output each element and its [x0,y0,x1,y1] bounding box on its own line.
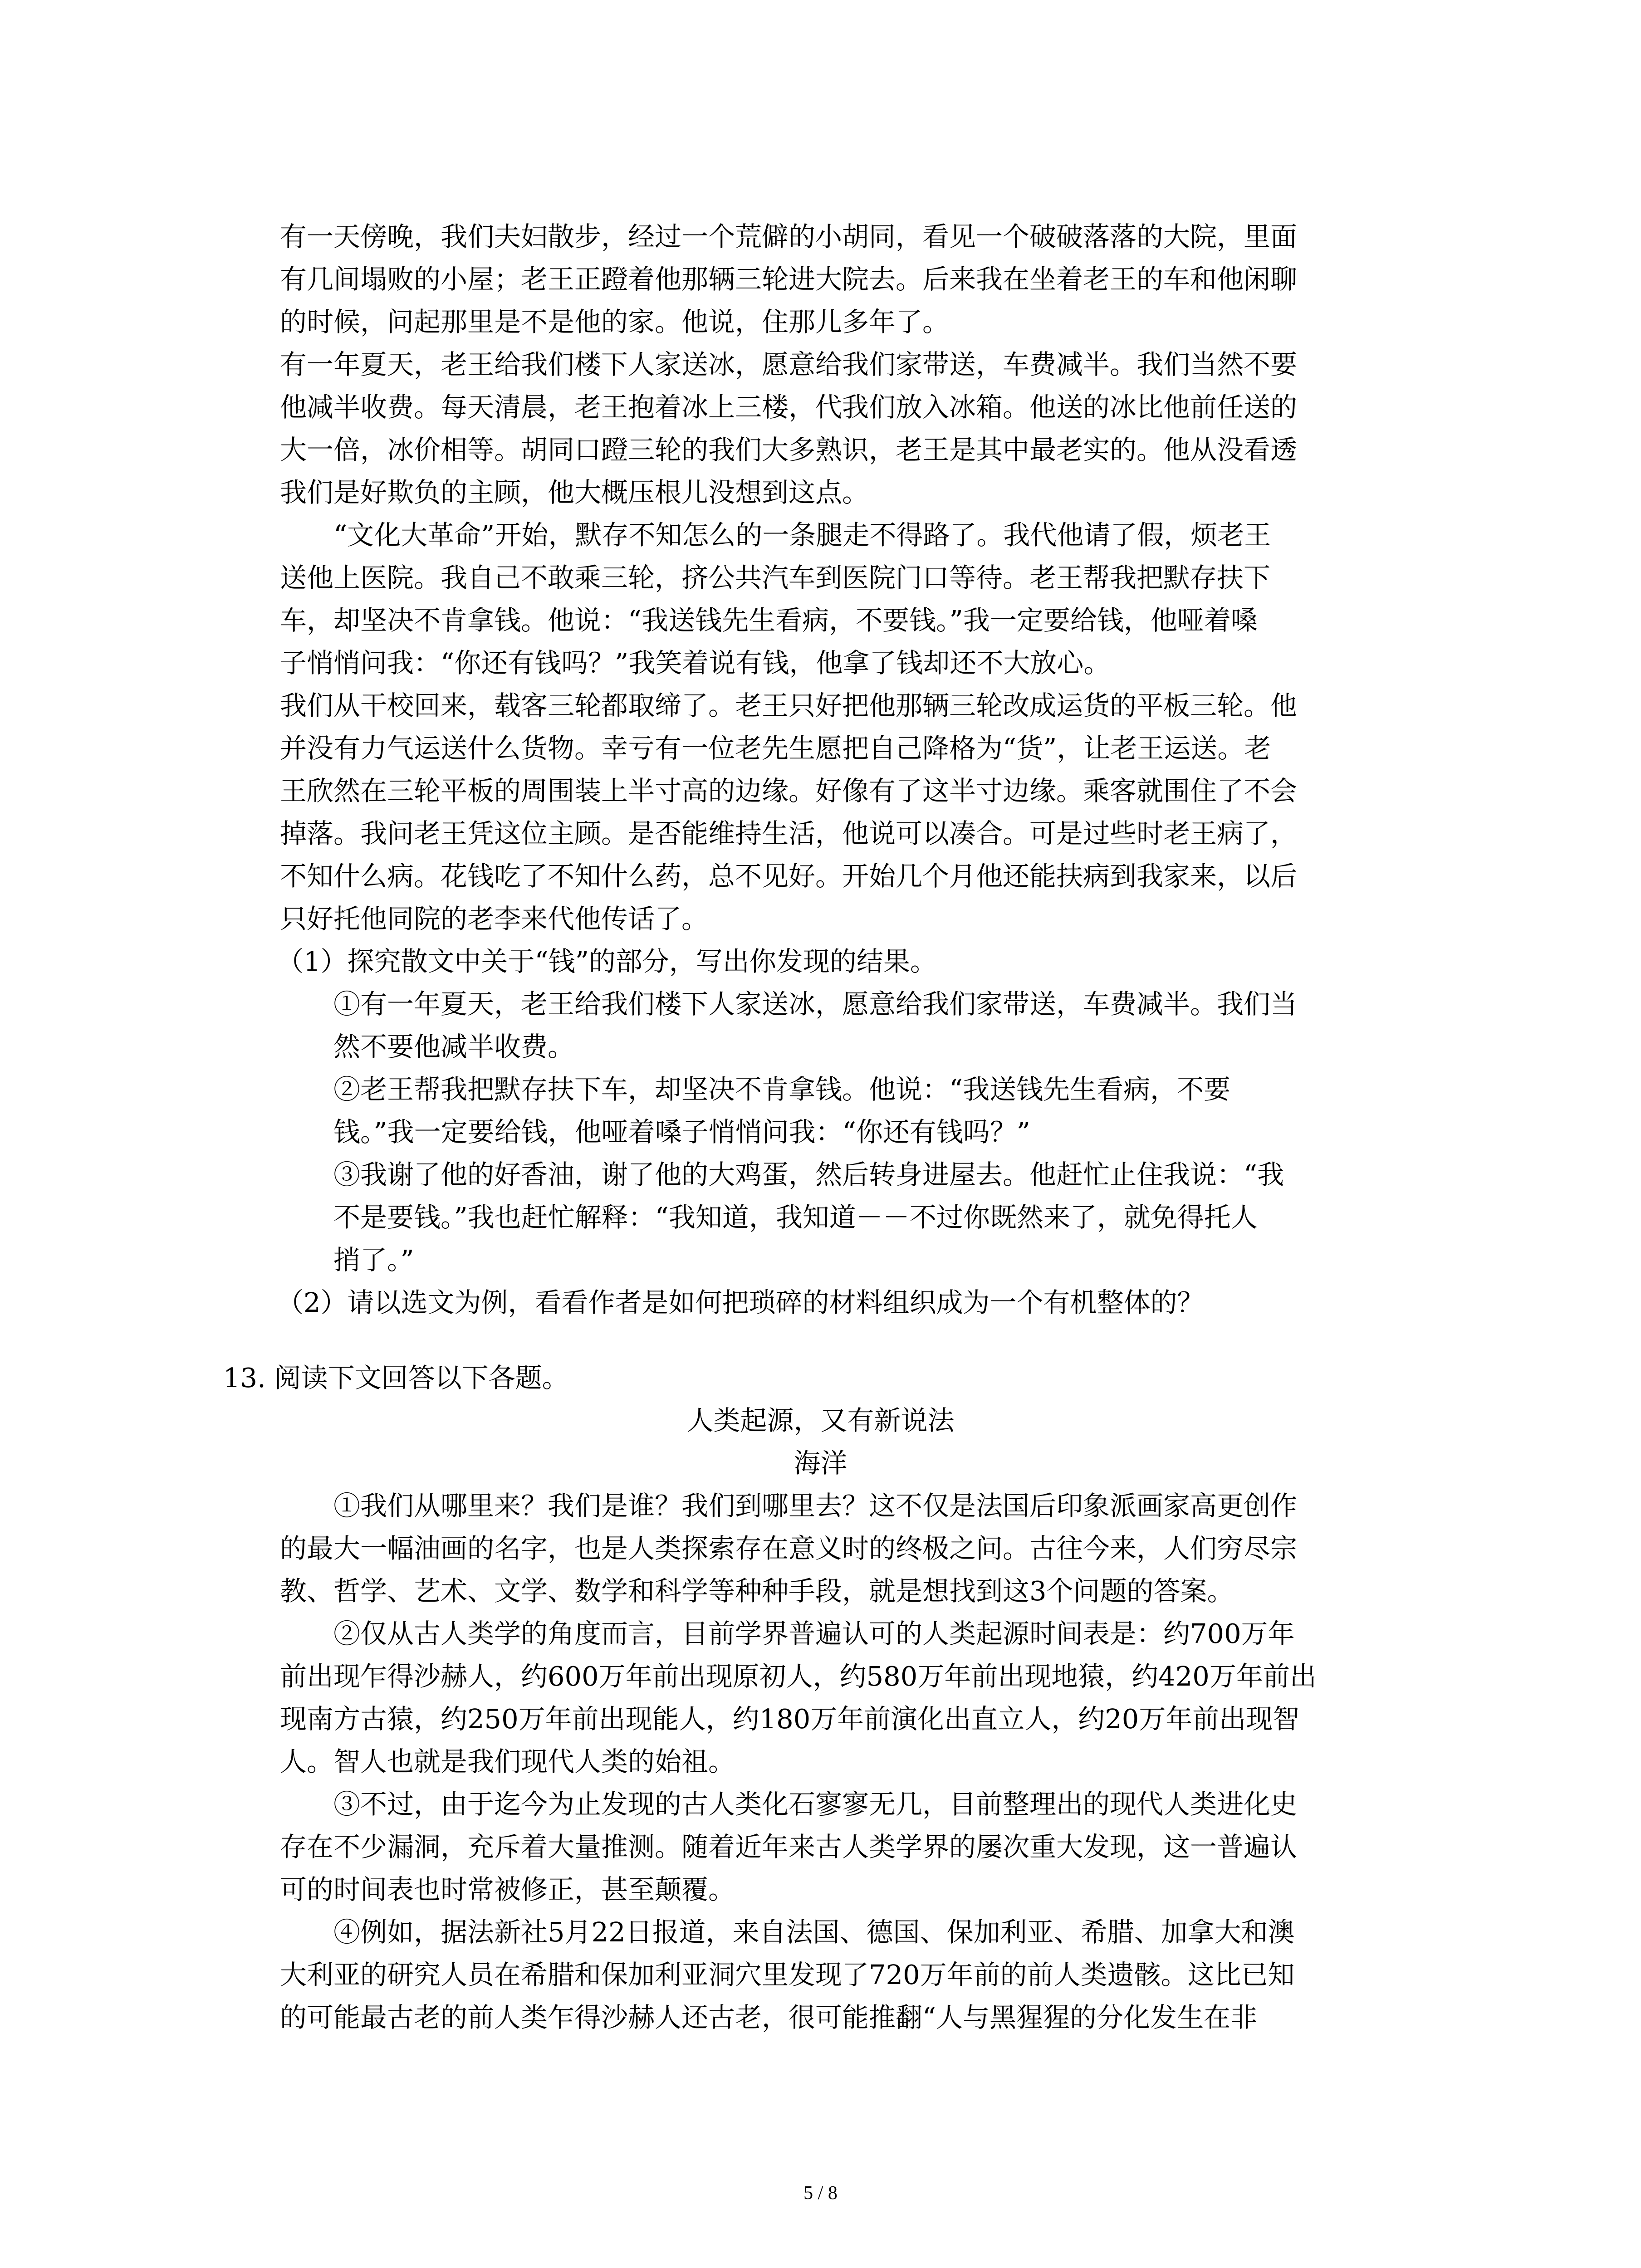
passage-line: 有一天傍晚，我们夫妇散步，经过一个荒僻的小胡同，看见一个破破落落的大院，里面 [280,221,1298,252]
article-line: ④例如，据法新社5月22日报道，来自法国、德国、保加利亚、希腊、加拿大和澳 [333,1916,1295,1948]
passage-line: 子悄悄问我：“你还有钱吗？”我笑着说有钱，他拿了钱却还不大放心。 [280,647,1111,679]
passage-line: 的时候，问起那里是不是他的家。他说，住那儿多年了。 [280,306,950,337]
article-line: ③不过，由于迄今为止发现的古人类化石寥寥无几，目前整理出的现代人类进化史 [333,1789,1298,1820]
passage-line: 有几间塌败的小屋；老王正蹬着他那辆三轮进大院去。后来我在坐着老王的车和他闲聊 [280,264,1298,295]
article-line: 现南方古猿，约250万年前出现能人，约180万年前演化出直立人，约20万年前出现智 [280,1703,1300,1735]
article-line: ②仅从古人类学的角度而言，目前学界普遍认可的人类起源时间表是：约700万年 [333,1618,1295,1649]
question-1-prompt: （1）探究散文中关于“钱”的部分，写出你发现的结果。 [277,946,937,977]
passage-line: 并没有力气运送什么货物。幸亏有一位老先生愿把自己降格为“货”，让老王运送。老 [280,733,1271,764]
article-line: 人。智人也就是我们现代人类的始祖。 [280,1746,735,1777]
article-line: ①我们从哪里来？我们是谁？我们到哪里去？这不仅是法国后印象派画家高更创作 [333,1490,1298,1521]
passage-line: 车，却坚决不肯拿钱。他说：“我送钱先生看病，不要钱。”我一定要给钱，他哑着嗓 [280,605,1258,636]
answer-item-2: ②老王帮我把默存扶下车，却坚决不肯拿钱。他说：“我送钱先生看病，不要 [333,1074,1231,1105]
passage-line: 王欣然在三轮平板的周围装上半寸高的边缘。好像有了这半寸边缘。乘客就围住了不会 [280,775,1298,807]
article-line: 大利亚的研究人员在希腊和保加利亚洞穴里发现了720万年前的前人类遗骸。这比已知 [280,1959,1295,1990]
passage-line: 只好托他同院的老李来代他传话了。 [280,903,709,934]
passage-line: 大一倍，冰价相等。胡同口蹬三轮的我们大多熟识，老王是其中最老实的。他从没看透 [280,434,1298,465]
answer-item-3: ③我谢了他的好香油，谢了他的大鸡蛋，然后转身进屋去。他赶忙止住我说：“我 [333,1159,1284,1190]
answer-item-1: ①有一年夏天，老王给我们楼下人家送冰，愿意给我们家带送，车费减半。我们当 [333,988,1298,1020]
passage-line: 我们从干校回来，载客三轮都取缔了。老王只好把他那辆三轮改成运货的平板三轮。他 [280,690,1298,721]
passage-line: 掉落。我问老王凭这位主顾。是否能维持生活，他说可以凑合。可是过些时老王病了， [280,818,1298,849]
question-13-heading: 13. 阅读下文回答以下各题。 [223,1362,569,1393]
article-title: 人类起源，又有新说法 [686,1405,955,1436]
article-line: 前出现乍得沙赫人，约600万年前出现原初人，约580万年前出现地猿，约420万年前出 [280,1661,1317,1692]
passage-line: 他减半收费。每天清晨，老王抱着冰上三楼，代我们放入冰箱。他送的冰比他前任送的 [280,391,1298,423]
article-line: 可的时间表也时常被修正，甚至颠覆。 [280,1874,735,1905]
article-line: 存在不少漏洞，充斥着大量推测。随着近年来古人类学界的屡次重大发现，这一普遍认 [280,1831,1298,1862]
answer-item-3-cont: 捎了。” [333,1244,414,1276]
answer-item-1-cont: 然不要他减半收费。 [333,1031,575,1062]
passage-line: “文化大革命”开始，默存不知怎么的一条腿走不得路了。我代他请了假，烦老王 [333,519,1271,551]
article-line: 教、哲学、艺术、文学、数学和科学等种种手段，就是想找到这3个问题的答案。 [280,1575,1234,1607]
answer-item-3-cont: 不是要钱。”我也赶忙解释：“我知道，我知道－－不过你既然来了，就免得托人 [333,1202,1258,1233]
passage-line: 我们是好欺负的主顾，他大概压根儿没想到这点。 [280,477,869,508]
passage-line: 有一年夏天，老王给我们楼下人家送冰，愿意给我们家带送，车费减半。我们当然不要 [280,349,1298,380]
page-number: 5 / 8 [803,2183,838,2204]
article-line: 的可能最古老的前人类乍得沙赫人还古老，很可能推翻“人与黑猩猩的分化发生在非 [280,2002,1258,2033]
article-author: 海洋 [794,1447,847,1479]
passage-line: 不知什么病。花钱吃了不知什么药，总不见好。开始几个月他还能扶病到我家来，以后 [280,860,1298,892]
article-line: 的最大一幅油画的名字，也是人类探索存在意义时的终极之问。古往今来，人们穷尽宗 [280,1533,1298,1564]
passage-line: 送他上医院。我自己不敢乘三轮，挤公共汽车到医院门口等待。老王帮我把默存扶下 [280,562,1271,593]
question-2-prompt: （2）请以选文为例，看看作者是如何把琐碎的材料组织成为一个有机整体的？ [277,1287,1204,1318]
answer-item-2-cont: 钱。”我一定要给钱，他哑着嗓子悄悄问我：“你还有钱吗？” [333,1116,1030,1148]
